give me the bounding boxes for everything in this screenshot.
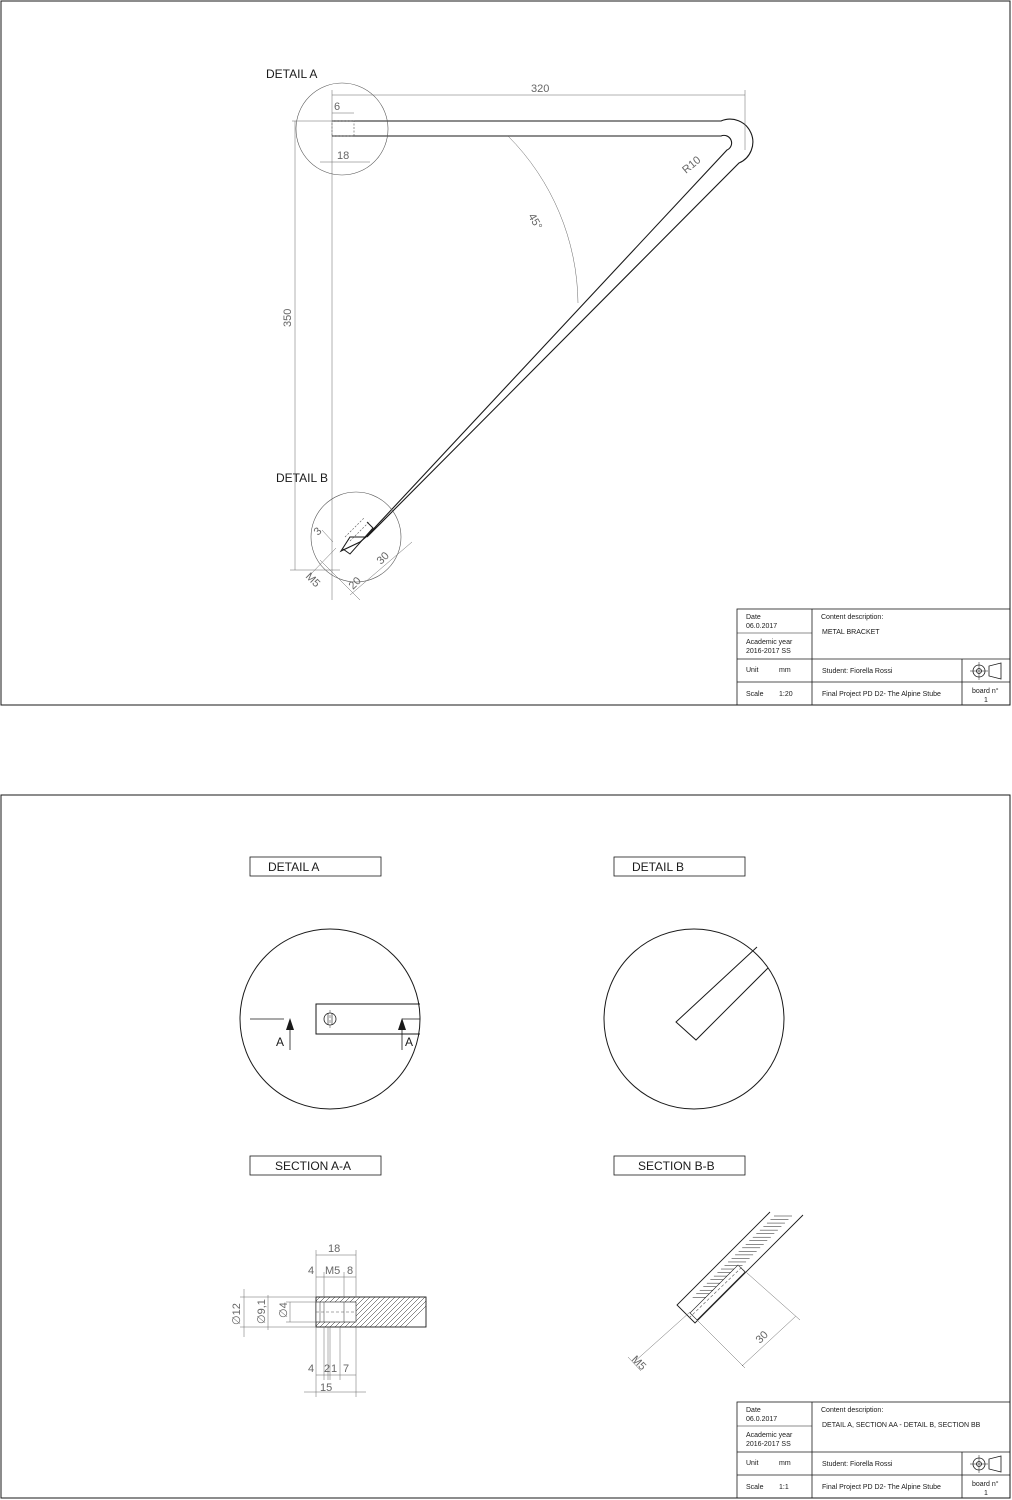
sheet-2 <box>1 795 1010 1498</box>
tb1-unit-label: Unit <box>746 667 759 674</box>
hatch-line <box>385 1297 415 1327</box>
tb2-date-value: 06.0.2017 <box>746 1416 778 1423</box>
hatch-line <box>395 1297 425 1327</box>
detail-b-label: DETAIL B <box>276 471 329 485</box>
title-block-2 <box>737 1402 1010 1498</box>
tb2-content-value: DETAIL A, SECTION AA - DETAIL B, SECTION BB <box>822 1422 981 1429</box>
hatch-line <box>370 1297 400 1327</box>
bracket-bottom-cap <box>343 522 373 554</box>
dim-30: 30 <box>374 549 392 568</box>
section-marker-left: A <box>276 1035 285 1049</box>
sheet-1-border <box>1 1 1010 705</box>
bracket-left-end <box>332 121 354 136</box>
tb1-date-label: Date <box>746 614 761 621</box>
detail-a-view <box>240 929 420 1109</box>
tb2-project: Final Project PD D2- The Alpine Stube <box>822 1484 941 1491</box>
aa-dim-4-top: 4 <box>308 1265 315 1277</box>
tb1-student: Student: Fiorella Rossi <box>822 668 893 675</box>
dim-6: 6 <box>334 101 341 113</box>
tb2-scale-label: Scale <box>746 1484 764 1491</box>
inner-dashed-b <box>350 521 370 541</box>
hatch-line <box>360 1297 390 1327</box>
tb2-unit-label: Unit <box>746 1460 759 1467</box>
dim-320: 320 <box>531 83 550 95</box>
tb1-project: Final Project PD D2- The Alpine Stube <box>822 691 941 698</box>
detail-a-label: DETAIL A <box>266 67 318 81</box>
section-bb-view <box>628 1212 803 1371</box>
section-bb-title: SECTION B-B <box>638 1159 715 1173</box>
tb2-student: Student: Fiorella Rossi <box>822 1461 893 1468</box>
aa-dim-4-bot: 4 <box>308 1363 315 1375</box>
hatch-line <box>380 1297 410 1327</box>
dim-m5: M5 <box>302 570 323 590</box>
aa-dim-2: 2 <box>324 1363 331 1375</box>
tb2-scale-value: 1:1 <box>779 1484 789 1491</box>
tb1-academic-label: Academic year <box>746 639 793 646</box>
hatch-line <box>375 1297 405 1327</box>
aa-dim-18: 18 <box>328 1243 341 1255</box>
aa-dim-8: 8 <box>347 1265 354 1277</box>
projection-symbol-icon <box>970 1455 1001 1473</box>
hatch-line <box>355 1297 385 1327</box>
section-arrow-left-icon <box>286 1018 294 1030</box>
dim-18: 18 <box>337 150 350 162</box>
aa-dim-m5: M5 <box>325 1265 341 1277</box>
projection-symbol-icon <box>970 662 1001 680</box>
metal-bracket <box>332 119 753 554</box>
hatch-line <box>316 1297 320 1301</box>
bracket-top-bar <box>332 119 753 537</box>
detail-a-title: DETAIL A <box>268 860 320 874</box>
section-marker-right: A <box>405 1035 414 1049</box>
aa-dim-1: 1 <box>331 1363 338 1375</box>
tb2-content-label: Content description: <box>821 1407 884 1414</box>
detail-b-title: DETAIL B <box>632 860 685 874</box>
title-block-1 <box>737 609 1010 705</box>
tb1-unit-value: mm <box>779 667 791 674</box>
dim-45: 45° <box>525 211 545 232</box>
bb-dim-m5: M5 <box>628 1353 649 1373</box>
tb2-board-value: 1 <box>984 1490 988 1497</box>
tb1-academic-value: 2016-2017 SS <box>746 648 791 655</box>
tb2-unit-value: mm <box>779 1460 791 1467</box>
hatch-line <box>390 1297 420 1327</box>
tb1-scale-value: 1:20 <box>779 691 793 698</box>
section-aa-title: SECTION A-A <box>275 1159 352 1173</box>
aa-dim-15: 15 <box>320 1382 333 1394</box>
bb-dim-30: 30 <box>753 1328 771 1347</box>
tb2-board-label: board n° <box>972 1481 999 1488</box>
aa-dim-7: 7 <box>343 1363 350 1375</box>
tb1-date-value: 06.0.2017 <box>746 623 778 630</box>
bolt-hole-icon <box>324 1013 336 1025</box>
tb2-academic-value: 2016-2017 SS <box>746 1441 791 1448</box>
section-bb-hatch <box>693 1216 792 1297</box>
tb1-board-label: board n° <box>972 688 999 695</box>
dim-350: 350 <box>282 308 294 327</box>
tb1-content-label: Content description: <box>821 614 884 621</box>
section-arrow-right-icon <box>398 1018 406 1030</box>
tb1-content-value: METAL BRACKET <box>822 629 880 636</box>
tb2-academic-label: Academic year <box>746 1432 793 1439</box>
hatch-line <box>400 1301 426 1327</box>
aa-dim-phi12: ∅12 <box>231 1303 243 1325</box>
hatch-line <box>365 1297 395 1327</box>
aa-dim-phi91: ∅9,1 <box>256 1299 268 1324</box>
sheet-2-border <box>1 795 1010 1498</box>
aa-dim-phi4: ∅4 <box>278 1302 290 1318</box>
sheet-1 <box>1 1 1010 705</box>
dim-r10: R10 <box>680 154 704 177</box>
tb2-date-label: Date <box>746 1407 761 1414</box>
tb1-board-value: 1 <box>984 697 988 704</box>
dim-20: 20 <box>346 574 364 593</box>
detail-b-view <box>604 929 784 1109</box>
bracket-end-cap <box>341 537 366 551</box>
dim-3: 3 <box>311 525 325 539</box>
inner-dashed-b2 <box>345 518 364 537</box>
tb1-scale-label: Scale <box>746 691 764 698</box>
